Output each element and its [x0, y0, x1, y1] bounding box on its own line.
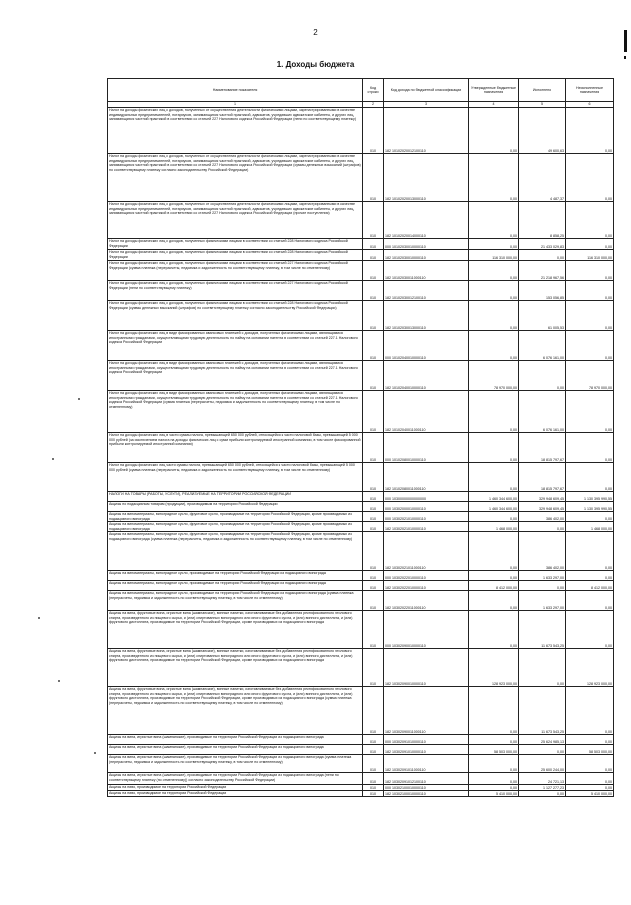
row-executed: 61 005,53 [519, 301, 566, 331]
row-unexecuted: 5 410 000,00 [566, 791, 614, 797]
row-executed: 0,00 [519, 361, 566, 391]
row-approved: 0,00 [469, 433, 519, 463]
row-unexecuted: 1 130 395 990,55 [566, 502, 614, 512]
row-line-code: 010 [363, 571, 384, 581]
row-unexecuted: 0,00 [566, 433, 614, 463]
row-indicator-name: Налог на доходы физических лиц с доходов, полученных физическими лицами в соответствии со статьей 228 Налогового кодекса Российской Федерации (суммы денежных взысканий (штрафов) по соответствующему платежу согласно законодательству Российской Федерации) [108, 301, 363, 331]
row-classification-code: 182 10302022011000110 [384, 591, 469, 611]
row-indicator-name: Акцизы на вина, игристые вина (шампанские), производимые на территории Российской Федерации из подакцизного винограда [108, 745, 363, 755]
table-row [108, 463, 614, 492]
row-approved: 0,00 [469, 785, 519, 791]
row-line-code: 010 [363, 463, 384, 492]
row-approved: 0,00 [469, 571, 519, 581]
row-indicator-name: НАЛОГИ НА ТОВАРЫ (РАБОТЫ, УСЛУГИ), РЕАЛИЗУЕМЫЕ НА ТЕРРИТОРИИ РОССИЙСКОЙ ФЕДЕРАЦИИ [108, 492, 363, 502]
margin-binding-dot [624, 56, 626, 59]
row-classification-code: 182 10102040011000110 [384, 391, 469, 433]
row-indicator-name: Налог на доходы физических лиц с доходов, полученных от осуществления деятельности физическими лицами, зарегистрированными в качестве индивидуальных предпринимателей, нотариусов, занимающихся частной практикой, адвокатов, учредивших адвокатские кабинеты, и других лиц, занимающихся частной практикой в соответствии со статьей 227 Налогового кодекса Российской Федерации (суммы денежных взысканий (штрафов) по соответствующему платежу согласно законодательству Российской Федерации) [108, 154, 363, 202]
row-executed: 153 056,85 [519, 281, 566, 301]
row-executed: 21 218 967,56 [519, 261, 566, 281]
row-line-code: 010 [363, 735, 384, 745]
row-classification-code: 182 10302021010000110 [384, 522, 469, 532]
row-approved: 0,00 [469, 281, 519, 301]
row-classification-code: 182 10102020012100110 [384, 108, 469, 154]
row-classification-code: 182 10102020013000110 [384, 154, 469, 202]
row-classification-code: 182 10302022010000110 [384, 581, 469, 591]
row-classification-code: 000 10302090010000110 [384, 611, 469, 649]
row-line-code: 010 [363, 250, 384, 261]
row-indicator-name: Налог на доходы физических лиц с доходов, полученных от осуществления деятельности физическими лицами, зарегистрированными в качестве индивидуальных предпринимателей, нотариусов, занимающихся частной практикой, адвокатов, учредивших адвокатские кабинеты, и других лиц, занимающихся частной практикой в соответствии со статьей 227 Налогового кодекса Российской Федерации (пени по соответствующему платежу) [108, 108, 363, 154]
row-unexecuted: 0,00 [566, 755, 614, 773]
row-classification-code: 000 10302100010000110 [384, 785, 469, 791]
table-row [108, 154, 614, 202]
row-unexecuted: 0,00 [566, 611, 614, 649]
table-header-row [108, 79, 614, 102]
row-line-code: 010 [363, 755, 384, 773]
row-approved: 0,00 [469, 391, 519, 433]
scan-speck [38, 617, 40, 619]
header-approved: Утвержденные бюджетные назначения [469, 79, 519, 102]
row-unexecuted: 0,00 [566, 154, 614, 202]
row-executed: 0,00 [519, 522, 566, 532]
row-indicator-name: Акцизы на виноматериалы, виноградное сусло, фруктовое сусло, производимые на территории Российской Федерации, кроме производимых из подакцизного винограда [108, 512, 363, 522]
row-executed: 0,00 [519, 250, 566, 261]
row-indicator-name: Акцизы по подакцизным товарам (продукции), производимым на территории Российской Федерации [108, 502, 363, 512]
row-indicator-name: Налог на доходы физических лиц в части суммы налога, превышающей 650 000 рублей, относящейся к части налоговой базы, превышающей 5 000 000 рублей (за исключением налога на доходы физических лиц с сумм прибыли контролируемой иностранной компании, в том числе фиксированной прибыли контролируемой иностранной компании) [108, 433, 363, 463]
row-unexecuted: 128 923 000,00 [566, 649, 614, 687]
row-approved: 0,00 [469, 202, 519, 239]
row-approved: 0,00 [469, 773, 519, 785]
row-line-code: 010 [363, 512, 384, 522]
row-executed: 25 624 985,13 [519, 735, 566, 745]
row-classification-code: 182 10302021011000110 [384, 532, 469, 571]
row-unexecuted: 0,00 [566, 773, 614, 785]
row-executed: 6 076 161,00 [519, 331, 566, 361]
row-line-code: 010 [363, 331, 384, 361]
row-executed: 386 402,00 [519, 512, 566, 522]
row-line-code: 010 [363, 433, 384, 463]
row-classification-code: 182 10102030012100110 [384, 281, 469, 301]
row-line-code: 010 [363, 391, 384, 433]
row-line-code: 010 [363, 154, 384, 202]
table-row [108, 331, 614, 361]
row-approved: 0,00 [469, 154, 519, 202]
table-row [108, 611, 614, 649]
table-row [108, 512, 614, 522]
row-approved: 0,00 [469, 108, 519, 154]
row-indicator-name: Налог на доходы физических лиц в виде фиксированных авансовых платежей с доходов, полученных физическими лицами, являющимися иностранными гражданами, осуществляющими трудовую деятельность по найму на основании патента в соответствии со статьей 227.1 Налогового кодекса Российской Федерации [108, 331, 363, 361]
table-row [108, 281, 614, 301]
row-unexecuted: 0,00 [566, 785, 614, 791]
row-line-code: 010 [363, 202, 384, 239]
row-line-code: 010 [363, 532, 384, 571]
row-executed: 1 633 297,00 [519, 591, 566, 611]
row-executed: 1 633 297,00 [519, 571, 566, 581]
row-approved: 8 412 000,00 [469, 581, 519, 591]
header-line-code: Код строки [363, 79, 384, 102]
row-approved: 0,00 [469, 301, 519, 331]
row-executed: 8 858,25 [519, 202, 566, 239]
scan-speck [58, 680, 60, 682]
row-classification-code: 182 10302090011000110 [384, 687, 469, 735]
row-classification-code: 182 10102040010000110 [384, 361, 469, 391]
row-approved: 0,00 [469, 239, 519, 250]
table-row [108, 649, 614, 687]
row-executed: 0,00 [519, 649, 566, 687]
row-classification-code: 182 10102020014000110 [384, 202, 469, 239]
row-approved: 116 310 000,00 [469, 250, 519, 261]
row-line-code: 010 [363, 522, 384, 532]
row-line-code: 010 [363, 108, 384, 154]
row-approved: 58 503 000,00 [469, 745, 519, 755]
row-unexecuted: 8 412 000,00 [566, 581, 614, 591]
row-approved: 0,00 [469, 512, 519, 522]
row-classification-code: 000 10302000010000110 [384, 502, 469, 512]
row-indicator-name: Акцизы на виноматериалы, виноградное сусло, фруктовое сусло, производимые на территории Российской Федерации, кроме производимых из подакцизного винограда [108, 522, 363, 532]
table-row [108, 250, 614, 261]
table-row [108, 791, 614, 797]
row-unexecuted: 0,00 [566, 261, 614, 281]
row-indicator-name: Акцизы на вина, игристые вина (шампанские), производимые на территории Российской Федерации из подакцизного винограда (сумма платежа (перерасчеты, недоимка и задолженность по соответствующему платежу, в том числе по отмененному) [108, 755, 363, 773]
table-row [108, 502, 614, 512]
row-line-code: 010 [363, 649, 384, 687]
row-approved: 0,00 [469, 687, 519, 735]
row-indicator-name: Акцизы на вина, фруктовые вина, игристые вина (шампанские), винные напитки, изготавливаемые без добавления ректификованного этилового спирта, произведенного из пищевого сырья, и (или) спиртованных виноградного или иного фруктового сусла, и (или) винного дистиллята, и (или) фруктового дистиллята, производимые на территории Российской Федерации, кроме производимых из подакцизного винограда [108, 649, 363, 687]
row-unexecuted: 58 503 000,00 [566, 745, 614, 755]
row-indicator-name: Акцизы на вина, фруктовые вина, игристые вина (шампанские), винные напитки, изготавливаемые без добавления ректификованного этилового спирта, произведенного из пищевого сырья, и (или) спиртованных виноградного или иного фруктового сусла, и (или) винного дистиллята, и (или) фруктового дистиллята, производимые на территории Российской Федерации, кроме производимых из подакцизного винограда (сумма платежа (перерасчеты, недоимка и задолженность по соответствующему платежу, в том числе по отмененному) [108, 687, 363, 735]
table-row [108, 755, 614, 773]
row-indicator-name: Налог на доходы физических лиц с доходов, полученных физическими лицами в соответствии со статьей 227 Налогового кодекса Российской Федерации (пени по соответствующему платежу) [108, 281, 363, 301]
table-row [108, 591, 614, 611]
table-row [108, 492, 614, 502]
row-executed: 24 721,13 [519, 773, 566, 785]
table-row [108, 773, 614, 785]
row-line-code: 010 [363, 301, 384, 331]
row-classification-code: 182 10302091012100110 [384, 773, 469, 785]
row-indicator-name: Акцизы на пиво, производимое на территории Российской Федерации [108, 791, 363, 797]
column-number: 6 [566, 102, 614, 108]
row-line-code: 010 [363, 361, 384, 391]
row-classification-code: 182 10102030011000110 [384, 261, 469, 281]
table-row [108, 202, 614, 239]
row-approved: 1 460 344 600,00 [469, 492, 519, 502]
row-line-code: 010 [363, 611, 384, 649]
row-unexecuted: 116 310 000,00 [566, 250, 614, 261]
column-number: 5 [519, 102, 566, 108]
row-unexecuted: 0,00 [566, 239, 614, 250]
table-row [108, 108, 614, 154]
header-unexecuted: Неисполненные назначения [566, 79, 614, 102]
row-line-code: 010 [363, 791, 384, 797]
row-indicator-name: Акцизы на виноматериалы, виноградное сусло, производимые на территории Российской Федерации из подакцизного винограда (сумма платежа (перерасчеты, недоимка и задолженность по соответствующему платежу, в том числе по отмененному) [108, 591, 363, 611]
row-line-code: 010 [363, 745, 384, 755]
row-unexecuted: 0,00 [566, 202, 614, 239]
column-number: 4 [469, 102, 519, 108]
row-executed: 1 127 277,23 [519, 785, 566, 791]
row-approved: 0,00 [469, 591, 519, 611]
row-indicator-name: Налог на доходы физических лиц части суммы налога, превышающей 650 000 рублей, относящейся к части налоговой базы, превышающей 5 000 000 рублей (сумма платежа (перерасчеты, недоимка и задолженность по соответствующему платежу, в том числе по отмененному) [108, 463, 363, 492]
revenue-table [107, 78, 614, 797]
table-row [108, 433, 614, 463]
row-unexecuted: 0,00 [566, 591, 614, 611]
row-classification-code: 182 10302090010000110 [384, 649, 469, 687]
column-number: 1 [108, 102, 363, 108]
row-classification-code: 000 10300000000000000 [384, 492, 469, 502]
row-executed: 25 600 244,00 [519, 755, 566, 773]
row-indicator-name: Акцизы на вина, игристые вина (шампанские), производимые на территории Российской Федерации из подакцизного винограда [108, 735, 363, 745]
table-row [108, 735, 614, 745]
row-unexecuted: 0,00 [566, 735, 614, 745]
row-classification-code: 182 10302091011000110 [384, 755, 469, 773]
row-approved: 0,00 [469, 611, 519, 649]
row-approved: 1 460 344 600,00 [469, 502, 519, 512]
row-executed: 329 948 609,45 [519, 492, 566, 502]
scan-speck [78, 398, 80, 400]
row-unexecuted: 0,00 [566, 331, 614, 361]
margin-binding-mark [624, 30, 627, 52]
row-line-code: 010 [363, 591, 384, 611]
scan-speck [94, 752, 96, 754]
row-line-code: 010 [363, 502, 384, 512]
row-executed: 21 433 029,83 [519, 239, 566, 250]
table-row [108, 361, 614, 391]
row-approved: 0,00 [469, 532, 519, 571]
row-indicator-name: Налог на доходы физических лиц с доходов, полученных физическими лицами в соответствии со статьей 228 Налогового кодекса Российской Федерации [108, 239, 363, 250]
row-indicator-name: Налог на доходы физических лиц с доходов, полученных физическими лицами в соответствии со статьей 227 Налогового кодекса Российской Федерации (сумма платежа (перерасчеты, недоимка и задолженность по соответствующему платежу, в том числе по отмененному) [108, 261, 363, 281]
row-approved: 0,00 [469, 755, 519, 773]
row-classification-code: 000 10102030010000110 [384, 239, 469, 250]
row-executed: 49 600,63 [519, 108, 566, 154]
row-unexecuted: 0,00 [566, 301, 614, 331]
row-classification-code: 000 10302091010000110 [384, 735, 469, 745]
row-unexecuted: 0,00 [566, 687, 614, 735]
row-unexecuted: 0,00 [566, 391, 614, 433]
column-number: 2 [363, 102, 384, 108]
row-executed: 18 815 797,67 [519, 433, 566, 463]
row-executed: 329 948 609,45 [519, 502, 566, 512]
column-number: 3 [384, 102, 469, 108]
table-row [108, 391, 614, 433]
header-executed: Исполнено [519, 79, 566, 102]
row-executed: 6 076 161,00 [519, 391, 566, 433]
row-approved: 128 923 000,00 [469, 649, 519, 687]
row-unexecuted: 0,00 [566, 281, 614, 301]
section-title: 1. Доходы бюджета [276, 60, 355, 69]
row-unexecuted: 0,00 [566, 108, 614, 154]
row-approved: 0,00 [469, 331, 519, 361]
row-classification-code: 182 10302100010000110 [384, 791, 469, 797]
row-line-code: 010 [363, 773, 384, 785]
row-unexecuted: 0,00 [566, 532, 614, 571]
table-row [108, 261, 614, 281]
row-indicator-name: Акцизы на вина, фруктовые вина, игристые вина (шампанские), винные напитки, изготавливаемые без добавления ректификованного этилового спирта, произведенного из пищевого сырья, и (или) спиртованных виноградного или иного фруктового сусла, и (или) винного дистиллята, и (или) фруктового дистиллята, производимые на территории Российской Федерации, кроме производимых из подакцизного винограда [108, 611, 363, 649]
row-indicator-name: Акцизы на виноматериалы, виноградное сусло, производимые на территории Российской Федерации из подакцизного винограда [108, 571, 363, 581]
row-line-code: 010 [363, 261, 384, 281]
page-number: 2 [313, 28, 318, 37]
table-row [108, 301, 614, 331]
row-indicator-name: Налог на доходы физических лиц с доходов, полученных от осуществления деятельности физическими лицами, зарегистрированными в качестве индивидуальных предпринимателей, нотариусов, занимающихся частной практикой, адвокатов, учредивших адвокатские кабинеты, и других лиц, занимающихся частной практикой в соответствии со статьей 227 Налогового кодекса Российской Федерации (прочие поступления) [108, 202, 363, 239]
row-executed: 0,00 [519, 745, 566, 755]
table-body [108, 108, 614, 797]
table-row [108, 522, 614, 532]
row-line-code: 010 [363, 492, 384, 502]
row-executed: 0,00 [519, 581, 566, 591]
table-row [108, 532, 614, 571]
table-row [108, 581, 614, 591]
row-approved: 0,00 [469, 463, 519, 492]
row-line-code: 010 [363, 281, 384, 301]
row-classification-code: 182 10302091010000110 [384, 745, 469, 755]
row-unexecuted: 1 130 395 990,55 [566, 492, 614, 502]
row-approved: 5 410 000,00 [469, 791, 519, 797]
row-classification-code: 182 10102030013000110 [384, 301, 469, 331]
row-indicator-name: Акцизы на виноматериалы, виноградное сусло, производимые на территории Российской Федерации из подакцизного винограда [108, 581, 363, 591]
scan-speck [52, 458, 54, 460]
row-classification-code: 000 10102040010000110 [384, 331, 469, 361]
row-executed: 4 487,37 [519, 154, 566, 202]
row-approved: 78 970 000,00 [469, 361, 519, 391]
row-classification-code: 182 10102080011000110 [384, 463, 469, 492]
row-executed: 386 402,00 [519, 532, 566, 571]
row-classification-code: 000 10302022010000110 [384, 571, 469, 581]
row-indicator-name: Налог на доходы физических лиц в виде фиксированных авансовых платежей с доходов, полученных физическими лицами, являющимися иностранными гражданами, осуществляющими трудовую деятельность по найму на основании патента в соответствии со статьей 227.1 Налогового кодекса Российской Федерации [108, 361, 363, 391]
row-line-code: 010 [363, 239, 384, 250]
header-indicator-name: Наименование показателя [108, 79, 363, 102]
row-line-code: 010 [363, 687, 384, 735]
row-indicator-name: Акцизы на вина, игристые вина (шампанские), производимые на территории Российской Федерации из подакцизного винограда (пени по соответствующему платежу (по отмененному)) согласно законодательству Российской Федерации) [108, 773, 363, 785]
table-row [108, 687, 614, 735]
row-executed: 11 673 543,25 [519, 687, 566, 735]
table-row [108, 571, 614, 581]
row-unexecuted: 0,00 [566, 463, 614, 492]
row-classification-code: 000 10102080010000110 [384, 433, 469, 463]
row-unexecuted: 0,00 [566, 512, 614, 522]
row-indicator-name: Налог на доходы физических лиц с доходов, полученных физическими лицами в соответствии со статьей 228 Налогового кодекса Российской Федерации [108, 250, 363, 261]
row-executed: 18 815 797,67 [519, 463, 566, 492]
row-indicator-name: Акцизы на пиво, производимое на территории Российской Федерации [108, 785, 363, 791]
row-unexecuted: 78 970 000,00 [566, 361, 614, 391]
row-executed: 0,00 [519, 791, 566, 797]
row-executed: 11 673 543,25 [519, 611, 566, 649]
row-indicator-name: Налог на доходы физических лиц в виде фиксированных авансовых платежей с доходов, полученных физическими лицами, являющимися иностранными гражданами, осуществляющими трудовую деятельность по найму на основании патента в соответствии со статьей 227.1 Налогового кодекса Российской Федерации (сумма платежа (перерасчеты, недоимка и задолженность по соответствующему платежу, в том числе по отмененному) [108, 391, 363, 433]
row-classification-code: 000 10302021010000110 [384, 512, 469, 522]
row-approved: 1 468 000,00 [469, 522, 519, 532]
table-row [108, 239, 614, 250]
row-indicator-name: Акцизы на виноматериалы, виноградное сусло, фруктовое сусло, производимые на территории Российской Федерации, кроме производимых из подакцизного винограда (сумма платежа (перерасчеты, недоимка и задолженность по соответствующему платежу, в том числе по отмененному) [108, 532, 363, 571]
table-row [108, 745, 614, 755]
row-line-code: 010 [363, 785, 384, 791]
row-line-code: 010 [363, 581, 384, 591]
row-classification-code: 182 10102030010000110 [384, 250, 469, 261]
row-unexecuted: 0,00 [566, 571, 614, 581]
row-unexecuted: 1 468 000,00 [566, 522, 614, 532]
row-approved: 0,00 [469, 735, 519, 745]
row-approved: 0,00 [469, 261, 519, 281]
header-classification-code: Код дохода по бюджетной классификации [384, 79, 469, 102]
